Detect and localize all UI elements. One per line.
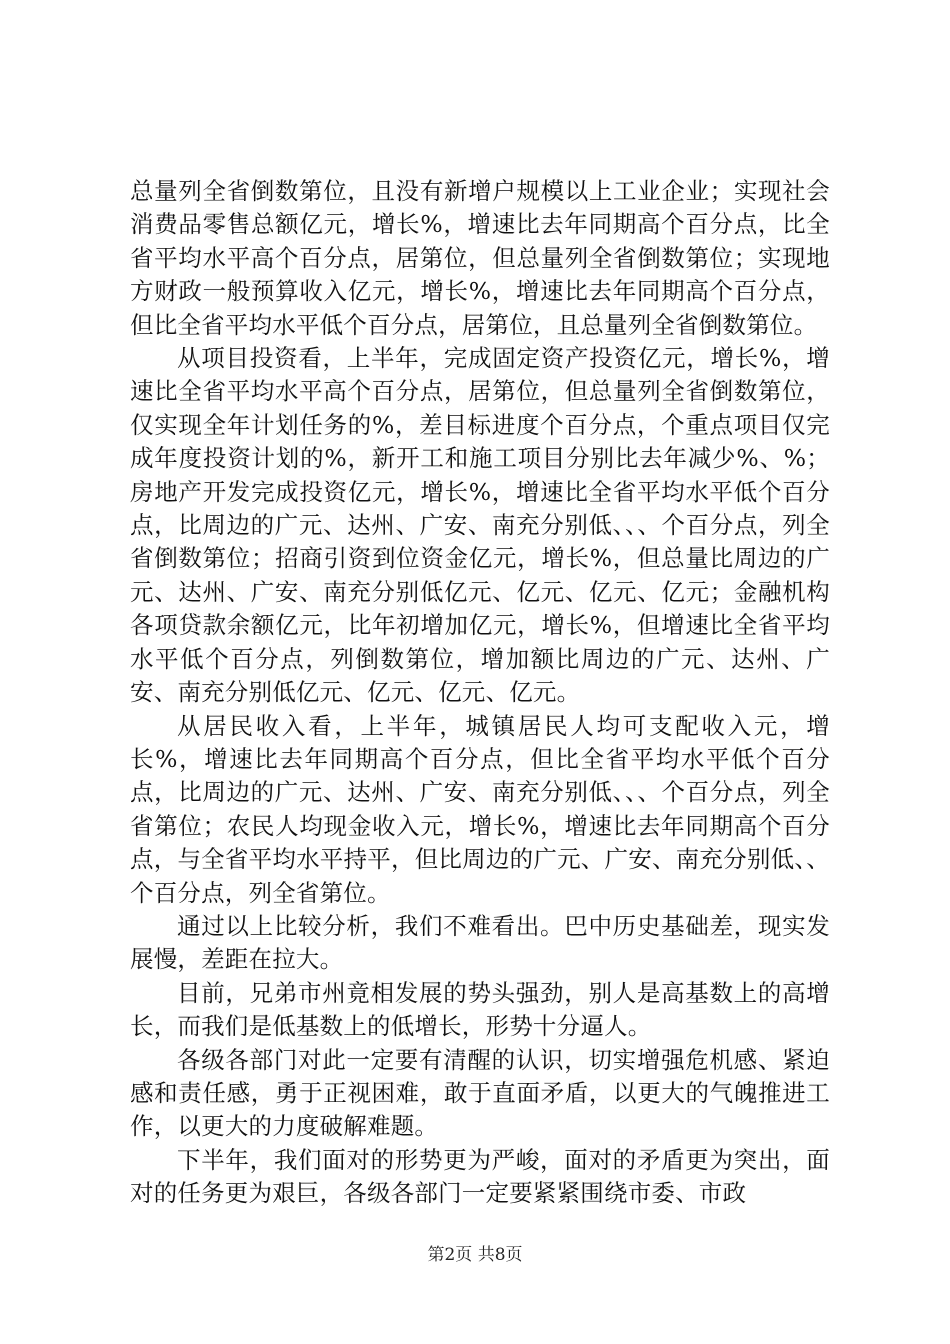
paragraph-resident-income: 从居民收入看，上半年，城镇居民人均可支配收入元，增长%，增速比去年同期高个百分点，但比全省平均水平低个百分点，比周边的广元、达州、广安、南充分别低、、、个百分点，列全省第位；农民人均现金收入元，增长%，增速比去年同期高个百分点，与全省平均水平持平，但比周边的广元、广安、南充分别低、、个百分点，列全省第位。 (130, 711, 830, 907)
paragraph-current-situation: 目前，兄弟市州竟相发展的势头强劲，别人是高基数上的高增长，而我们是低基数上的低增长，形势十分逼人。 (130, 978, 830, 1041)
paragraph-continuation: 总量列全省倒数第位，且没有新增户规模以上工业企业；实现社会消费品零售总额亿元，增长%，增速比去年同期高个百分点，比全省平均水平高个百分点，居第位，但总量列全省倒数第位；实现地方财政一般预算收入亿元，增长%，增速比去年同期高个百分点，但比全省平均水平低个百分点，居第位，且总量列全省倒数第位。 (130, 177, 830, 339)
page-footer (0, 1244, 950, 1266)
paragraph-awareness: 各级各部门对此一定要有清醒的认识，切实增强危机感、紧迫感和责任感，勇于正视困难，敢于直面矛盾，以更大的气魄推进工作，以更大的力度破解难题。 (130, 1045, 830, 1141)
paragraph-project-investment: 从项目投资看，上半年，完成固定资产投资亿元，增长%，增速比全省平均水平高个百分点，居第位，但总量列全省倒数第位，仅实现全年计划任务的%，差目标进度个百分点，个重点项目仅完成年度投资计划的%，新开工和施工项目分别比去年减少%、%；房地产开发完成投资亿元，增长%，增速比全省平均水平低个百分点，比周边的广元、达州、广安、南充分别低、、、个百分点，列全省倒数第位；招商引资到位资金亿元，增长%，但总量比周边的广元、达州、广安、南充分别低亿元、亿元、亿元、亿元；金融机构各项贷款余额亿元，比年初增加亿元，增长%，但增速比全省平均水平低个百分点，列倒数第位，增加额比周边的广元、达州、广安、南充分别低亿元、亿元、亿元、亿元。 (130, 344, 830, 707)
document-body (130, 175, 830, 1211)
paragraph-comparison-summary: 通过以上比较分析，我们不难看出。巴中历史基础差，现实发展慢，差距在拉大。 (130, 911, 830, 974)
paragraph-second-half: 下半年，我们面对的形势更为严峻，面对的矛盾更为突出，面对的任务更为艰巨，各级各部门一定要紧紧围绕市委、市政 (130, 1145, 830, 1208)
page-number-label: 第2页 共8页 (427, 1245, 523, 1265)
